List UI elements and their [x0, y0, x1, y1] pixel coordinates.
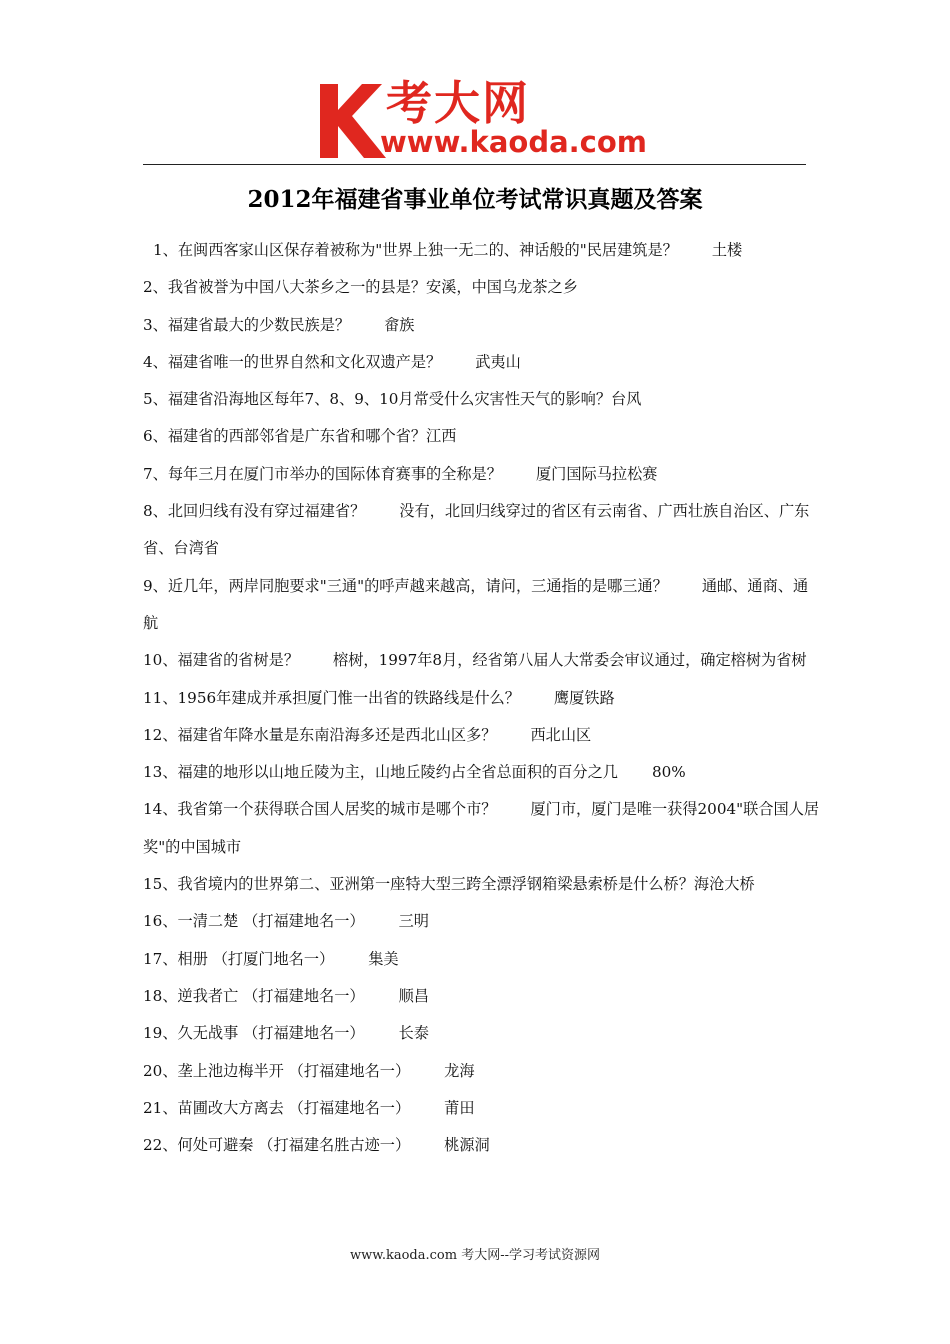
list-item	[143, 232, 820, 269]
question-text: 6、福建省的西部邻省是广东省和哪个省？江西	[143, 427, 457, 446]
list-item	[143, 903, 820, 940]
list-item	[143, 456, 820, 493]
list-item	[143, 269, 820, 306]
list-item	[143, 493, 820, 568]
question-text: 12、福建省年降水量是东南沿海多还是西北山区多？	[143, 725, 497, 744]
list-item	[143, 418, 820, 455]
list-item	[143, 680, 820, 717]
answer-text: 龙海	[444, 1061, 475, 1080]
question-text: 20、垄上池边梅半开 （打福建地名一）	[143, 1061, 411, 1080]
answer-text: 顺昌	[398, 986, 429, 1005]
answer-text: 集美	[368, 949, 399, 968]
question-text: 4、福建省唯一的世界自然和文化双遗产是？	[143, 352, 442, 371]
question-text: 11、1956年建成并承担厦门惟一出省的铁路线是什么？	[143, 688, 520, 707]
list-item	[143, 381, 820, 418]
answer-text: 榕树，1997年8月，经省第八届人大常委会审议通过，确定榕树为省树	[333, 651, 807, 670]
answer-text: 鹰厦铁路	[553, 688, 615, 707]
answer-text: 80%	[651, 763, 686, 782]
answer-text: 厦门国际马拉松赛	[535, 464, 658, 483]
answer-text: 厦门市，厦门是唯一获得2004"联合国人居奖"的中国城市	[143, 800, 820, 856]
question-list	[143, 232, 820, 1164]
answer-text: 桃源洞	[444, 1136, 490, 1155]
question-text: 22、何处可避秦 （打福建名胜古迹一）	[143, 1136, 411, 1155]
list-item	[143, 1090, 820, 1127]
question-text: 9、近几年，两岸同胞要求"三通"的呼声越来越高，请问，三通指的是哪三通？	[143, 576, 668, 595]
answer-text: 通邮、通商、通航	[143, 576, 809, 632]
list-item	[143, 754, 820, 791]
site-logo	[316, 76, 647, 160]
answer-text: 三明	[398, 912, 429, 931]
question-text: 14、我省第一个获得联合国人居奖的城市是哪个市？	[143, 800, 497, 819]
answer-text: 莆田	[444, 1098, 475, 1117]
logo-chinese-name: 考大网	[386, 76, 530, 130]
list-item	[143, 568, 820, 643]
list-item	[143, 791, 820, 866]
k-logo-icon	[316, 80, 388, 160]
question-text: 17、相册 （打厦门地名一）	[143, 949, 335, 968]
answer-text: 武夷山	[475, 352, 521, 371]
list-item	[143, 1053, 820, 1090]
question-text: 19、久无战事 （打福建地名一）	[143, 1024, 365, 1043]
question-text: 18、逆我者亡 （打福建地名一）	[143, 986, 365, 1005]
question-text: 16、一清二楚 （打福建地名一）	[143, 912, 365, 931]
list-item	[143, 307, 820, 344]
question-text: 8、北回归线有没有穿过福建省？	[143, 502, 366, 521]
question-text: 7、每年三月在厦门市举办的国际体育赛事的全称是？	[143, 464, 502, 483]
list-item	[143, 866, 820, 903]
question-text: 5、福建省沿海地区每年7、8、9、10月常受什么灾害性天气的影响？台风	[143, 390, 642, 409]
page-footer: www.kaoda.com 考大网--学习考试资源网	[350, 1248, 600, 1263]
answer-text: 没有，北回归线穿过的省区有云南省、广西壮族自治区、广东省、台湾省	[143, 502, 810, 558]
question-text: 13、福建的地形以山地丘陵为主，山地丘陵约占全省总面积的百分之几	[143, 763, 618, 782]
list-item	[143, 1015, 820, 1052]
question-text: 15、我省境内的世界第二、亚洲第一座特大型三跨全漂浮钢箱梁悬索桥是什么桥？海沧大桥	[143, 875, 755, 894]
question-text: 3、福建省最大的少数民族是？	[143, 315, 351, 334]
question-text: 10、福建省的省树是？	[143, 651, 300, 670]
list-item	[143, 941, 820, 978]
page-title: 2012年福建省事业单位考试常识真题及答案	[247, 186, 703, 213]
list-item	[143, 642, 820, 679]
question-text: 1、在闽西客家山区保存着被称为"世界上独一无二的、神话般的"民居建筑是？	[153, 241, 678, 259]
list-item	[143, 344, 820, 381]
list-item	[143, 1127, 820, 1164]
answer-text: 长泰	[398, 1024, 429, 1043]
question-text: 2、我省被誉为中国八大茶乡之一的县是？安溪，中国乌龙茶之乡	[143, 278, 578, 297]
header-divider	[143, 164, 806, 165]
logo-url: www.kaoda.com	[380, 125, 647, 159]
question-text: 21、苗圃改大方离去 （打福建地名一）	[143, 1098, 411, 1117]
answer-text: 土楼	[711, 241, 743, 259]
list-item	[143, 717, 820, 754]
list-item	[143, 978, 820, 1015]
answer-text: 畲族	[384, 315, 415, 334]
answer-text: 西北山区	[530, 725, 592, 744]
